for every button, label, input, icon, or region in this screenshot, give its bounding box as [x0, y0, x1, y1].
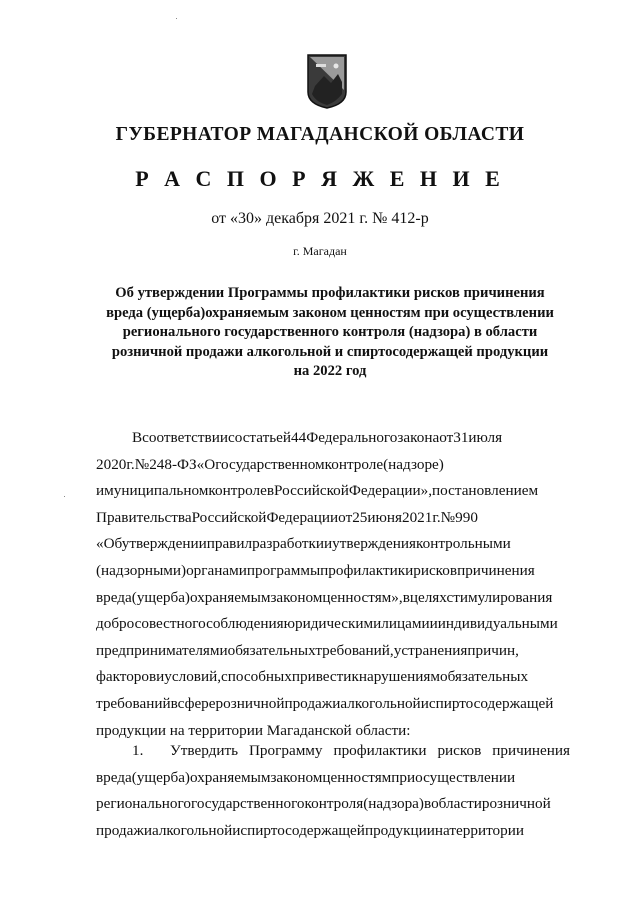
- word: со: [227, 429, 243, 446]
- word: 25: [352, 508, 368, 526]
- word: причинения: [492, 742, 570, 759]
- word: 2020: [96, 455, 127, 473]
- word: в: [402, 588, 410, 606]
- word: статьей: [242, 429, 292, 446]
- word: области: [431, 795, 482, 813]
- scan-speck: [64, 496, 65, 497]
- document-date-number: от «30» декабря 2021 г. № 412-р: [211, 210, 429, 227]
- body-line: [96, 638, 570, 665]
- word: от: [338, 508, 353, 526]
- issuer-heading: ГУБЕРНАТОР МАГАДАНСКОЙ ОБЛАСТИ: [115, 124, 525, 145]
- word: в: [423, 795, 432, 813]
- word: Федерации: [266, 508, 339, 526]
- word: осуществлении: [415, 768, 516, 786]
- word: (ущерба): [131, 768, 190, 786]
- word: контроле: [208, 482, 267, 500]
- body-line: [96, 558, 570, 585]
- word: лицами: [381, 615, 430, 633]
- word: добросовестного: [96, 615, 207, 633]
- word: причин,: [467, 641, 519, 659]
- word: (надзора): [363, 795, 424, 813]
- word: законом: [270, 588, 323, 606]
- word: ценностям»,: [322, 588, 403, 606]
- body-line: [96, 691, 570, 718]
- word: и: [96, 482, 105, 500]
- word: 31: [453, 429, 469, 446]
- word: и: [232, 821, 241, 839]
- word: индивидуальными: [437, 615, 558, 633]
- word: привести: [291, 668, 352, 686]
- word: государственном: [215, 455, 325, 473]
- word: продажи: [96, 821, 152, 839]
- word: территории: [449, 821, 524, 839]
- word: постановлением: [432, 482, 539, 500]
- body-line: [96, 818, 570, 845]
- word: Программу: [248, 742, 323, 759]
- word: регионального: [96, 795, 191, 813]
- document-title: [100, 284, 560, 382]
- title-line: регионального государственного контроля (надзора) в области: [122, 324, 538, 340]
- word: вреда: [96, 768, 132, 786]
- word: причинения: [457, 561, 535, 579]
- word: обязательных: [439, 668, 529, 686]
- word: №: [134, 455, 150, 473]
- body-line: [96, 765, 570, 792]
- word: ценностям: [322, 768, 392, 786]
- word: рисков: [437, 742, 482, 759]
- word: обязательных: [227, 641, 316, 659]
- title-line: Об утверждении Программы профилактики рисков причинения: [115, 285, 545, 301]
- word: июля: [468, 429, 503, 446]
- word: устранения: [393, 641, 468, 659]
- word: контроле: [324, 455, 384, 473]
- word: требований: [96, 694, 171, 712]
- word: «О: [196, 455, 216, 473]
- word: условий,: [164, 668, 222, 686]
- body-line: [96, 791, 570, 818]
- item-number: 1.: [132, 742, 144, 759]
- word: продажи: [284, 694, 341, 712]
- word: государственного: [190, 795, 305, 813]
- word: и: [156, 668, 165, 686]
- word: вреда: [96, 588, 132, 606]
- word: Федерации»,: [348, 482, 433, 500]
- word: 248-ФЗ: [149, 455, 197, 473]
- word: при: [391, 768, 416, 786]
- word: (надзоре): [383, 455, 444, 473]
- title-line: розничной продажи алкогольной и спиртосодержащей продукции: [111, 343, 549, 360]
- word: июня: [367, 508, 402, 526]
- word: на: [434, 821, 450, 839]
- scan-speck: [176, 18, 177, 19]
- word: (надзорными): [96, 561, 187, 579]
- word: органами: [186, 561, 247, 579]
- word: розничной: [215, 694, 285, 712]
- word: 44: [291, 429, 307, 446]
- word: В: [132, 429, 143, 446]
- word: и: [324, 535, 333, 553]
- body-line-text: [170, 738, 570, 765]
- word: (ущерба): [131, 588, 190, 606]
- title-line: на 2022 год: [293, 363, 367, 379]
- document-type-heading: Р А С П О Р Я Ж Е Н И Е: [135, 166, 505, 191]
- word: контроля: [304, 795, 364, 813]
- body-line: [96, 505, 570, 532]
- coat-of-arms-icon: [306, 52, 348, 110]
- word: контрольными: [416, 535, 511, 553]
- word: Российской: [191, 508, 267, 526]
- word: алкогольной: [151, 821, 233, 839]
- word: профилактики: [333, 742, 427, 759]
- body-line: [96, 664, 570, 691]
- word: сфере: [177, 694, 216, 712]
- word: от: [439, 429, 454, 446]
- word: соответствии: [142, 429, 228, 446]
- word: в: [266, 482, 275, 500]
- body-line: [96, 738, 570, 765]
- word: соблюдения: [206, 615, 284, 633]
- word: спиртосодержащей: [240, 821, 365, 839]
- title-line: вреда (ущерба)охраняемым законом ценностям при осуществлении: [106, 304, 554, 321]
- word: способных: [221, 668, 292, 686]
- word: правил: [206, 535, 253, 553]
- document-place: г. Магадан: [293, 244, 347, 258]
- body-line: продукции на территории Магаданской области:: [96, 721, 411, 739]
- word: г.: [432, 508, 441, 526]
- word: к: [351, 668, 359, 686]
- word: Правительства: [96, 508, 192, 526]
- word: Российской: [274, 482, 349, 500]
- body-line: [96, 611, 570, 638]
- word: в: [170, 694, 178, 712]
- word: рисков: [413, 561, 458, 579]
- body-line: [96, 478, 570, 505]
- word: разработки: [252, 535, 324, 553]
- word: и: [429, 615, 438, 633]
- word: закона: [397, 429, 440, 446]
- body-line: [96, 531, 570, 558]
- word: программы: [246, 561, 321, 579]
- word: и: [420, 694, 429, 712]
- word: профилактики: [320, 561, 414, 579]
- word: целях: [409, 588, 447, 606]
- word: муниципальном: [104, 482, 209, 500]
- word: «Об: [96, 535, 122, 553]
- word: Федерального: [306, 429, 398, 446]
- preamble-paragraph: [96, 425, 570, 744]
- word: №: [440, 508, 456, 526]
- word: требований,: [315, 641, 394, 659]
- word: охраняемым: [190, 588, 271, 606]
- body-line: [96, 452, 570, 479]
- item-1-paragraph: [96, 738, 570, 844]
- body-line: [96, 425, 570, 452]
- word: 2021: [401, 508, 433, 526]
- word: продукции: [364, 821, 435, 839]
- word: юридическими: [283, 615, 382, 633]
- word: охраняемым: [190, 768, 271, 786]
- word: факторов: [96, 668, 157, 686]
- word: законом: [270, 768, 323, 786]
- word: утверждении: [121, 535, 207, 553]
- word: Утвердить: [170, 742, 239, 759]
- word: 990: [455, 508, 478, 526]
- word: предпринимателями: [96, 641, 228, 659]
- word: г.: [126, 455, 135, 473]
- word: спиртосодержащей: [428, 694, 554, 712]
- word: алкогольной: [340, 694, 421, 712]
- word: розничной: [481, 795, 551, 813]
- word: утверждения: [332, 535, 416, 553]
- word: нарушениям: [358, 668, 440, 686]
- body-line: [96, 585, 570, 612]
- word: стимулирования: [446, 588, 553, 606]
